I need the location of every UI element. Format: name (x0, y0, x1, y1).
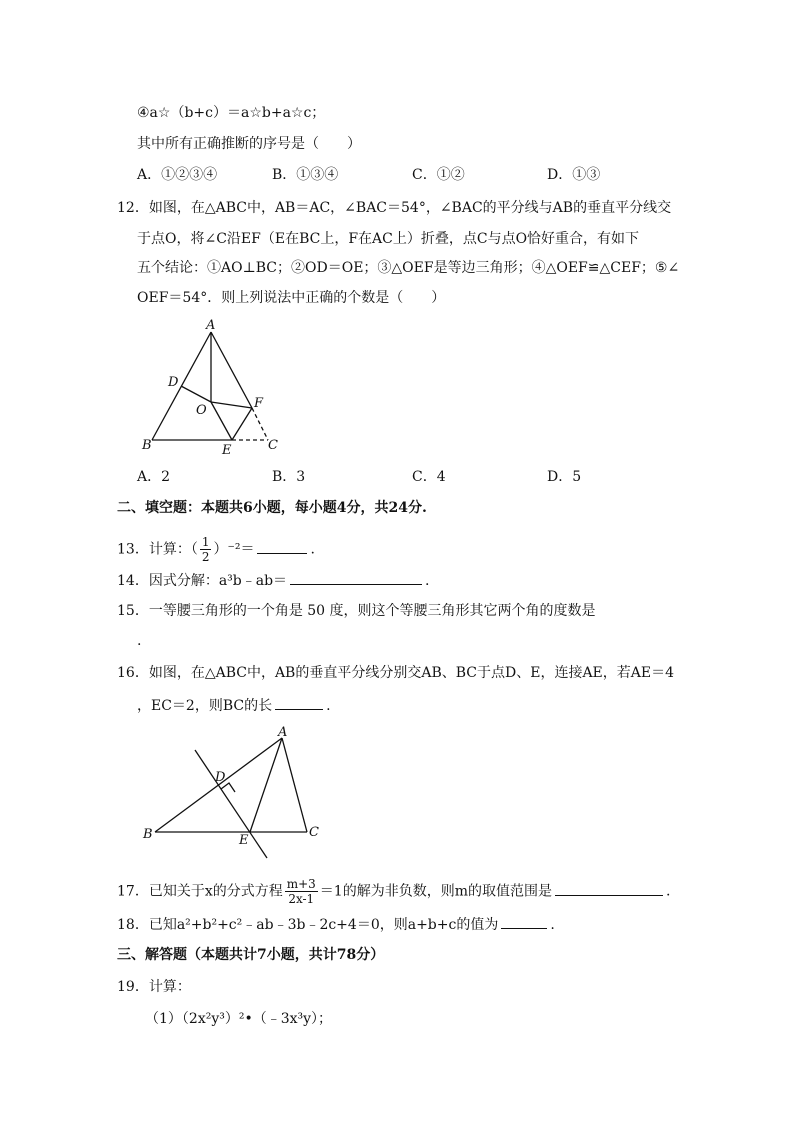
q12-option-d: D．5 (547, 469, 582, 485)
q13-denominator: 2 (201, 550, 210, 564)
q13-suffix: ）⁻²＝ (213, 541, 255, 558)
q16-perpendicular-bisector (195, 750, 267, 858)
q18-end: . (550, 917, 555, 933)
q12-label-o: O (196, 403, 207, 418)
q16-label-b: B (143, 827, 153, 842)
q12-line-3: 五个结论：①AO⊥BC；②OD＝OE；③△OEF是等边三角形；④△OEF≌△CEF；⑤∠ (137, 260, 680, 276)
q16-end: . (326, 698, 331, 714)
q18 (117, 914, 555, 935)
q11-option-d: D．①③ (547, 167, 601, 183)
q19-part-1: （1）（2x²y³）²•（﹣3x³y）； (145, 1011, 333, 1027)
q16-label-a: A (278, 725, 288, 740)
q12-option-b: B．3 (272, 469, 306, 485)
section-3-heading: 三、解答题（本题共计7小题，共计78分） (117, 947, 385, 963)
q18-answer-blank[interactable] (501, 914, 547, 929)
q15-line-1: 15．一等腰三角形的一个角是 50 度，则这个等腰三角形其它两个角的度数是 (117, 603, 596, 619)
q12-option-c: C．4 (412, 469, 446, 485)
q13-prefix: 13．计算：（ (117, 541, 198, 558)
q11-option-c: C．①② (412, 167, 465, 183)
q12-label-a: A (206, 318, 216, 333)
q16-label-d: D (215, 770, 226, 785)
q17-denominator: 2x-1 (288, 892, 315, 906)
q16-seg-ae (250, 738, 282, 832)
q14-end: . (425, 573, 430, 589)
q17-fraction (285, 877, 318, 906)
q12-label-d: D (168, 375, 179, 390)
q14-prefix: 14．因式分解：a³b﹣ab＝ (117, 573, 288, 589)
q11-option-a: A．①②③④ (137, 167, 218, 183)
q19-title: 19．计算： (117, 979, 191, 995)
q11-prompt: 其中所有正确推断的序号是（ ） (137, 136, 361, 152)
section-2-heading: 二、填空题：本题共6小题，每小题4分，共24分. (117, 500, 427, 516)
q17-suffix: ＝1的解为非负数，则m的取值范围是 (319, 883, 552, 900)
q16-label-e: E (239, 833, 249, 848)
q17 (117, 877, 670, 906)
q12-label-b: B (142, 438, 152, 453)
q17-prefix: 17．已知关于x的分式方程 (117, 883, 283, 900)
q13-end: . (310, 541, 315, 558)
q16-seg-ac (282, 738, 307, 832)
q18-text: 18．已知a²+b²+c²﹣ab﹣3b﹣2c+4＝0，则a+b+c的值为 (117, 917, 499, 933)
q12-line-4: OEF＝54°．则上列说法中正确的个数是（ ） (137, 290, 446, 306)
q12-label-c: C (268, 438, 278, 453)
q17-end: . (665, 883, 671, 900)
q16-line-1: 16．如图，在△ABC中，AB的垂直平分线分别交AB、BC于点D、E，连接AE，若AE＝4 (117, 665, 675, 681)
q16-line-2-text: ，EC＝2，则BC的长 (137, 698, 273, 714)
q17-answer-blank[interactable] (555, 881, 663, 896)
q16-label-c: C (309, 825, 319, 840)
q15-line-2: . (137, 633, 142, 649)
q12-label-e: E (222, 443, 232, 458)
q11-option-b: B．①③④ (272, 167, 339, 183)
q12-line-1: 12．如图，在△ABC中，AB＝AC，∠BAC＝54°，∠BAC的平分线与AB的垂直平分线交 (117, 200, 672, 216)
q12-line-2: 于点O，将∠C沿EF（E在BC上，F在AC上）折叠，点C与点O恰好重合，有如下 (137, 231, 640, 247)
q13-numerator: 1 (201, 535, 210, 549)
q12-label-f: F (254, 396, 264, 411)
q11-item4: ④a☆（b+c）＝a☆b+a☆c； (137, 105, 326, 121)
q17-numerator: m+3 (286, 877, 316, 891)
q12-option-a: A．2 (137, 469, 171, 485)
